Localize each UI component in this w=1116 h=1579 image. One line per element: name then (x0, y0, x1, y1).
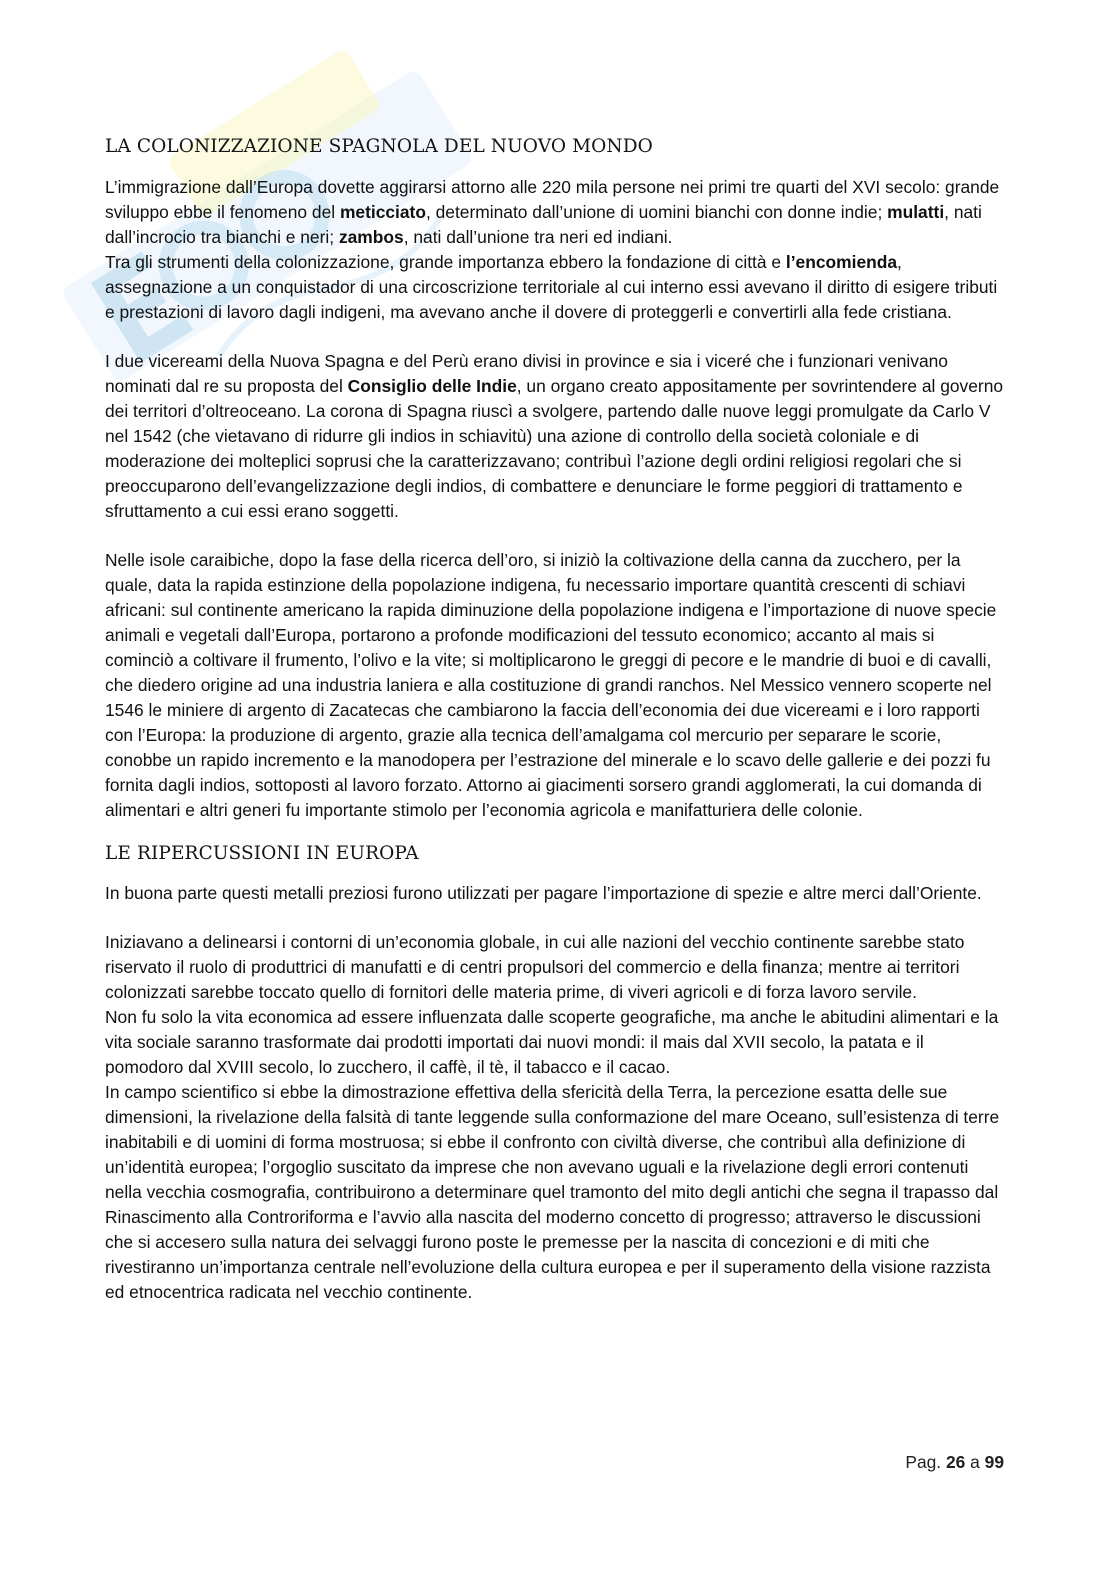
section-title-ripercussioni: LE RIPERCUSSIONI IN EUROPA (105, 843, 419, 864)
paragraph-vicereami: I due vicereami della Nuova Spagna e del Perù erano divisi in province e sia i viceré che i funzionari venivano nominati dal re su proposta del Consiglio delle Indie, un organo creato appositamente per sovrintendere al governo dei territori d’oltreoceano. La corona di Spagna riuscì a svolgere, partendo dalle nuove leggi promulgate da Carlo V nel 1542 (che vietavano di ridurre gli indios in schiavitù) una azione di controllo della società coloniale e di moderazione dei molteplici soprusi che la caratterizzavano; contribuì l’azione degli ordini religiosi regolari che si preoccuparono dell’evangelizzazione degli indios, di combattere e denunciare le forme peggiori di trattamento e sfruttamento a cui essi erano soggetti. (105, 351, 1004, 521)
paragraph-metalli-preziosi: In buona parte questi metalli preziosi furono utilizzati per pagare l’importazione di spezie e altre merci dall’Oriente. (105, 883, 982, 903)
paragraph-abitudini-alimentari: Non fu solo la vita economica ad essere influenzata dalle scoperte geografiche, ma anche le abitudini alimentari e la vita sociale saranno trasformate dai prodotti importati dai nuovi mondi: il mais dal XVII secolo, la patata e il pomodoro dal XVIII secolo, lo zucchero, il caffè, il tè, il tabacco e il cacao. (105, 1007, 999, 1077)
section-title-colonizzazione: LA COLONIZZAZIONE SPAGNOLA DEL NUOVO MONDO (105, 136, 653, 157)
paragraph-isole-caraibiche: Nelle isole caraibiche, dopo la fase della ricerca dell’oro, si iniziò la coltivazione della canna da zucchero, per la quale, data la rapida estinzione della popolazione indigena, fu necessario importare quantità crescenti di schiavi africani: sul continente americano la rapida diminuzione della popolazione indigena e l’importazione di nuove specie animali e vegetali dall’Europa, portarono a profonde modificazioni del tessuto economico; accanto al mais si cominciò a coltivare il frumento, l’olivo e la vite; si moltiplicarono le greggi di pecore e le mandrie di buoi e di cavalli, che diedero origine ad una industria laniera e alla costituzione di grandi ranchos. Nel Messico vennero scoperte nel 1546 le miniere di argento di Zacatecas che cambiarono la faccia dell’economia dei due vicereami e i loro rapporti con l’Europa: la produzione di argento, grazie alla tecnica dell’amalgama col mercurio per separare le scorie, conobbe un rapido incremento e la manodopera per l’estrazione del minerale e lo scavo delle gallerie e dei pozzi fu fornita dagli indios, sottoposti al lavoro forzato. Attorno ai giacimenti sorsero grandi agglomerati, la cui domanda di alimentari e altri generi fu importante stimolo per l’economia agricola e manifatturiera delle colonie. (105, 550, 997, 820)
paragraph-economia-globale: Iniziavano a delinearsi i contorni di un’economia globale, in cui alle nazioni del vecchio continente sarebbe stato riservato il ruolo di produttrici di manufatti e di centri propulsori del commercio e della finanza; mentre ai territori colonizzati sarebbe toccato quello di fornitori delle materia prime, di viveri agricoli e di forza lavoro servile. (105, 932, 965, 1002)
page-number: Pag. 26 a 99 (905, 1452, 1004, 1472)
paragraph-immigrazione: L’immigrazione dall’Europa dovette aggirarsi attorno alle 220 mila persone nei primi tre quarti del XVI secolo: grande sviluppo ebbe il fenomeno del meticciato, determinato dall’unione di uomini bianchi con donne indie; mulatti, nati dall’incrocio tra bianchi e neri; zambos, nati dall’unione tra neri ed indiani. (105, 177, 1000, 247)
paragraph-campo-scientifico: In campo scientifico si ebbe la dimostrazione effettiva della sfericità della Terra, la percezione esatta delle sue dimensioni, la rivelazione della falsità di tante leggende sulla conformazione del mare Oceano, sull’esistenza di terre inabitabili e di uomini di forma mostruosa; si ebbe il confronto con civiltà diverse, che contribuì alla definizione di un’identità europea; l’orgoglio suscitato da imprese che non avevano uguali e la rivelazione degli errori contenuti nella vecchia cosmografia, contribuirono a determinare quel tramonto del mito degli antichi che segna il trapasso dal Rinascimento alla Controriforma e l’avvio alla nascita del moderno concetto di progresso; attraverso le discussioni che si accesero sulla natura dei selvaggi furono poste le premesse per la nascita di concezioni e di miti che rivestiranno un’importanza centrale nell’evoluzione della cultura europea e per il superamento della visione razzista ed etnocentrica radicata nel vecchio continente. (105, 1082, 1000, 1302)
document-page (105, 128, 1005, 1305)
paragraph-encomienda: Tra gli strumenti della colonizzazione, grande importanza ebbero la fondazione di città e l’encomienda, assegnazione a un conquistador di una circoscrizione territoriale al cui interno essi avevano il diritto di esigere tributi e prestazioni di lavoro dagli indigeni, ma avevano anche il dovere di proteggerli e convertirli alla fede cristiana. (105, 252, 998, 322)
